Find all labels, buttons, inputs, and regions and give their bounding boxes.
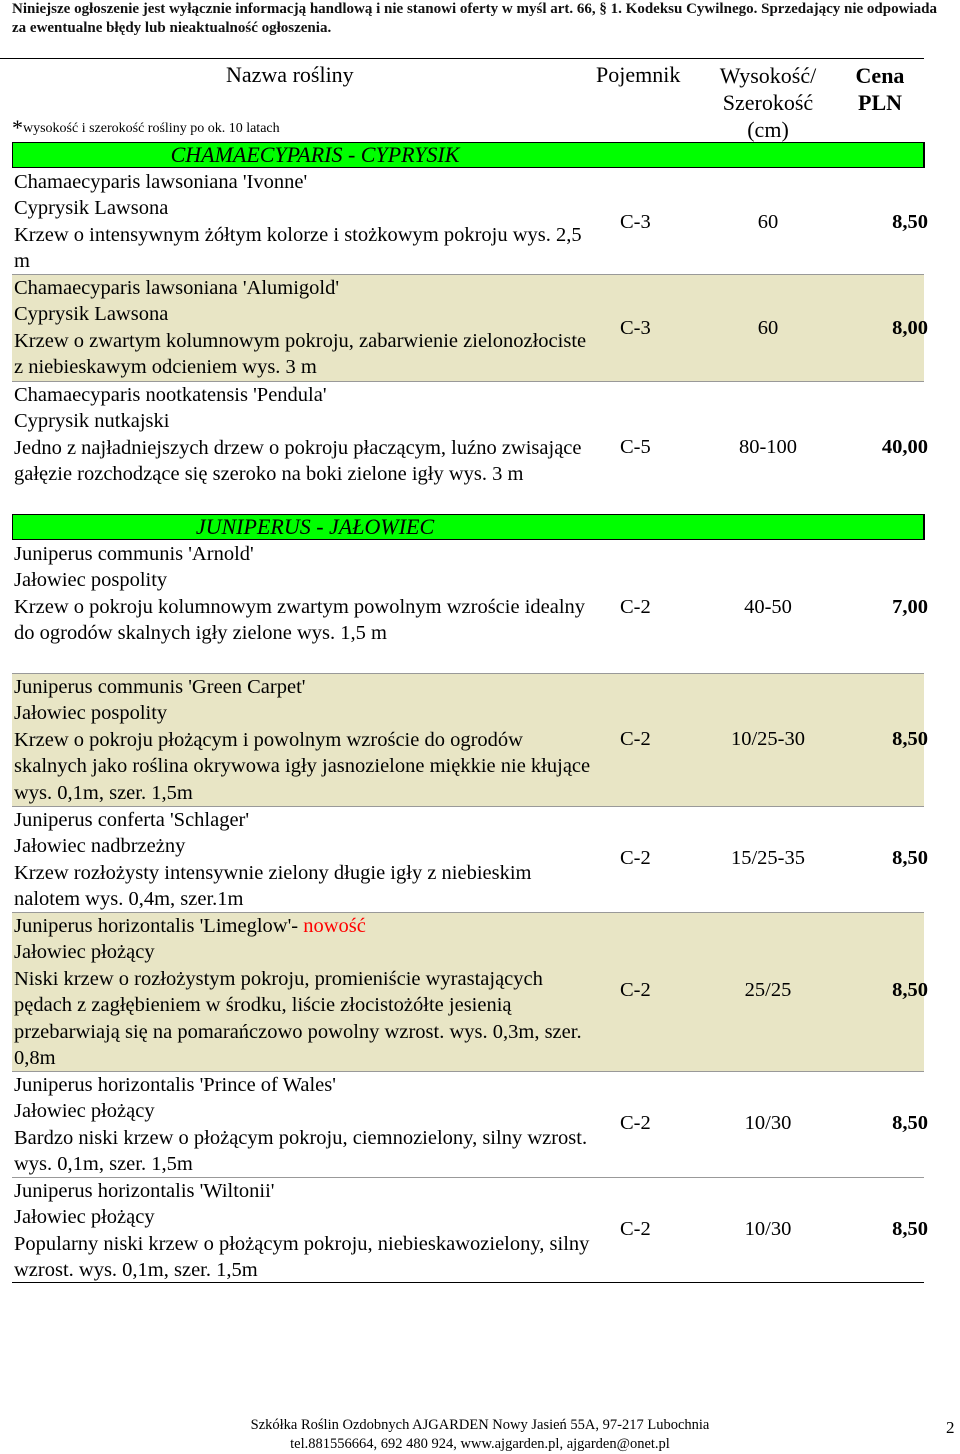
plant-details: Krzew rozłożysty intensywnie zielony długie igły z niebieskim nalotem wys. 0,4m, szer.1m (14, 861, 532, 911)
table-row (12, 541, 928, 674)
size-cell: 15/25-35 (730, 847, 806, 869)
size-cell: 25/25 (744, 979, 792, 1001)
plant-description (14, 275, 594, 381)
plant-details: Krzew o intensywnym żółtym kolorze i stożkowym pokroju wys. 2,5 m (14, 223, 582, 273)
pot-cell: C-2 (620, 596, 651, 618)
plant-details: Popularny niski krzew o płożącym pokroju, niebieskawozielony, silny wzrost. wys. 0,1m, szer. 1,5m (14, 1232, 590, 1282)
plant-details: Krzew o zwartym kolumnowym pokroju, zabarwienie zielonozłociste z niebieskawym odcieniem wys. 3 m (14, 329, 587, 379)
pot-cell: C-2 (620, 1218, 651, 1240)
plant-details: Bardzo niski krzew o płożącym pokroju, ciemnozielony, silny wzrost. wys. 0,1m, szer. 1,5m (14, 1126, 588, 1176)
pot-cell: C-2 (620, 847, 651, 869)
table-row (12, 275, 928, 382)
size-cell: 60 (757, 211, 779, 233)
size-footnote (12, 115, 280, 141)
plant-description (14, 913, 594, 1071)
plant-details: Krzew o pokroju płożącym i powolnym wzroście do ogrodów skalnych jako roślina okrywowa igły jasnozielone miękkie nie kłujące wys. 0,1m, szer. 1,5m (14, 728, 591, 804)
table-row (12, 674, 928, 807)
column-header-name: Nazwa rośliny (226, 62, 354, 87)
table-row (12, 169, 928, 275)
plant-scientific-name: Juniperus communis 'Green Carpet' (14, 676, 306, 698)
plant-polish-name: Jałowiec płożący (14, 1206, 155, 1229)
company-footer (160, 1416, 800, 1454)
footer-address: Szkółka Roślin Ozdobnych AJGARDEN Nowy Jasień 55A, 97-217 Lubochnia (250, 1417, 710, 1433)
price-cell: 8,50 (892, 211, 928, 233)
plant-description (14, 382, 594, 488)
plant-description (14, 169, 594, 275)
price-cell: 8,50 (892, 1112, 928, 1134)
price-cell: 8,50 (892, 728, 928, 750)
column-header-pot: Pojemnik (596, 62, 681, 87)
plant-polish-name: Cyprysik Lawsona (14, 197, 169, 220)
price-cell: 7,00 (892, 596, 928, 618)
price-cell: 8,50 (892, 1218, 928, 1240)
plant-scientific-name (14, 913, 594, 939)
plant-scientific-name-text: Juniperus horizontalis 'Limeglow'- (14, 915, 304, 937)
pot-cell: C-2 (620, 1112, 651, 1134)
plant-description (14, 807, 594, 913)
plant-scientific-name: Chamaecyparis lawsoniana 'Ivonne' (14, 171, 308, 193)
size-cell: 60 (757, 317, 779, 339)
price-cell: 8,50 (892, 847, 928, 869)
table-header (0, 58, 924, 143)
footnote-text: wysokość i szerokość rośliny po ok. 10 latach (23, 121, 280, 136)
table-row (12, 382, 928, 514)
size-cell: 10/30 (744, 1218, 792, 1240)
pot-cell: C-3 (620, 317, 651, 339)
price-cell: 8,00 (892, 317, 928, 339)
table-row (12, 807, 928, 913)
group-band-chamaecyparis (12, 142, 925, 168)
size-cell: 40-50 (744, 596, 792, 618)
plant-polish-name: Jałowiec pospolity (14, 702, 168, 725)
pot-cell: C-2 (620, 728, 651, 750)
disclaimer-text: Niniejsze ogłoszenie jest wyłącznie informacją handlową i nie stanowi oferty w myśl art. 66, § 1. Kodeksu Cywilnego. Sprzedający nie odpowiada za ewentualne błędy lub nieaktualność ogłoszenia. (12, 1, 937, 36)
plant-polish-name: Jałowiec nadbrzeżny (14, 835, 186, 858)
table-row (12, 913, 928, 1072)
plant-details: Niski krzew o rozłożystym pokroju, promieniście wyrastających pędach z zagłębieniem w środku, liście złocistożółte jesienią przebarwiają się na pomarańczowo powolny wzrost. wys. 0,3m, szer. 0,8m (14, 967, 582, 1070)
footnote-star: * (12, 115, 23, 140)
size-header-line: (cm) (747, 117, 789, 142)
plant-description (14, 674, 594, 806)
page-number: 2 (946, 1418, 955, 1437)
price-header-line: Cena (855, 63, 905, 88)
plant-scientific-name: Juniperus horizontalis 'Prince of Wales' (14, 1074, 336, 1096)
plant-details: Jedno z najładniejszych drzew o pokroju płaczącym, luźno zwisające gałęzie rozchodzące się szeroko na boki zielone igły wys. 3 m (14, 436, 582, 486)
pot-cell: C-5 (620, 436, 651, 458)
plant-scientific-name: Juniperus conferta 'Schlager' (14, 809, 250, 831)
price-cell: 8,50 (892, 979, 928, 1001)
price-cell: 40,00 (881, 436, 928, 458)
plant-polish-name: Jałowiec płożący (14, 941, 155, 964)
pot-cell: C-2 (620, 979, 651, 1001)
column-header-price (840, 62, 920, 116)
group-title: CHAMAECYPARIS - CYPRYSIK (170, 142, 460, 167)
plant-scientific-name: Juniperus horizontalis 'Wiltonii' (14, 1180, 275, 1202)
plant-polish-name: Cyprysik Lawsona (14, 303, 169, 326)
table-row (12, 1178, 928, 1283)
plant-description (14, 1072, 594, 1178)
new-badge: nowość (303, 915, 366, 937)
footer-contact: tel.881556664, 692 480 924, www.ajgarden.pl, ajgarden@onet.pl (290, 1436, 670, 1452)
size-cell: 80-100 (738, 436, 798, 458)
plant-scientific-name: Juniperus communis 'Arnold' (14, 543, 254, 565)
price-header-line: PLN (858, 90, 902, 115)
group-band-juniperus (12, 514, 925, 540)
plant-description (14, 541, 594, 647)
plant-polish-name: Jałowiec pospolity (14, 569, 168, 592)
pot-cell: C-3 (620, 211, 651, 233)
size-cell: 10/30 (744, 1112, 792, 1134)
size-header-line: Szerokość (722, 90, 814, 115)
plant-polish-name: Cyprysik nutkajski (14, 410, 170, 433)
plant-scientific-name: Chamaecyparis nootkatensis 'Pendula' (14, 384, 327, 406)
group-title: JUNIPERUS - JAŁOWIEC (195, 514, 435, 539)
plant-details: Krzew o pokroju kolumnowym zwartym powolnym wzroście idealny do ogrodów skalnych igły zielone wys. 1,5 m (14, 595, 586, 645)
plant-description (14, 1178, 594, 1284)
size-header-line: Wysokość/ (719, 63, 817, 88)
plant-scientific-name: Chamaecyparis lawsoniana 'Alumigold' (14, 277, 340, 299)
column-header-size (712, 62, 824, 143)
table-row (12, 1072, 928, 1178)
size-cell: 10/25-30 (730, 728, 806, 750)
plant-polish-name: Jałowiec płożący (14, 1100, 155, 1123)
